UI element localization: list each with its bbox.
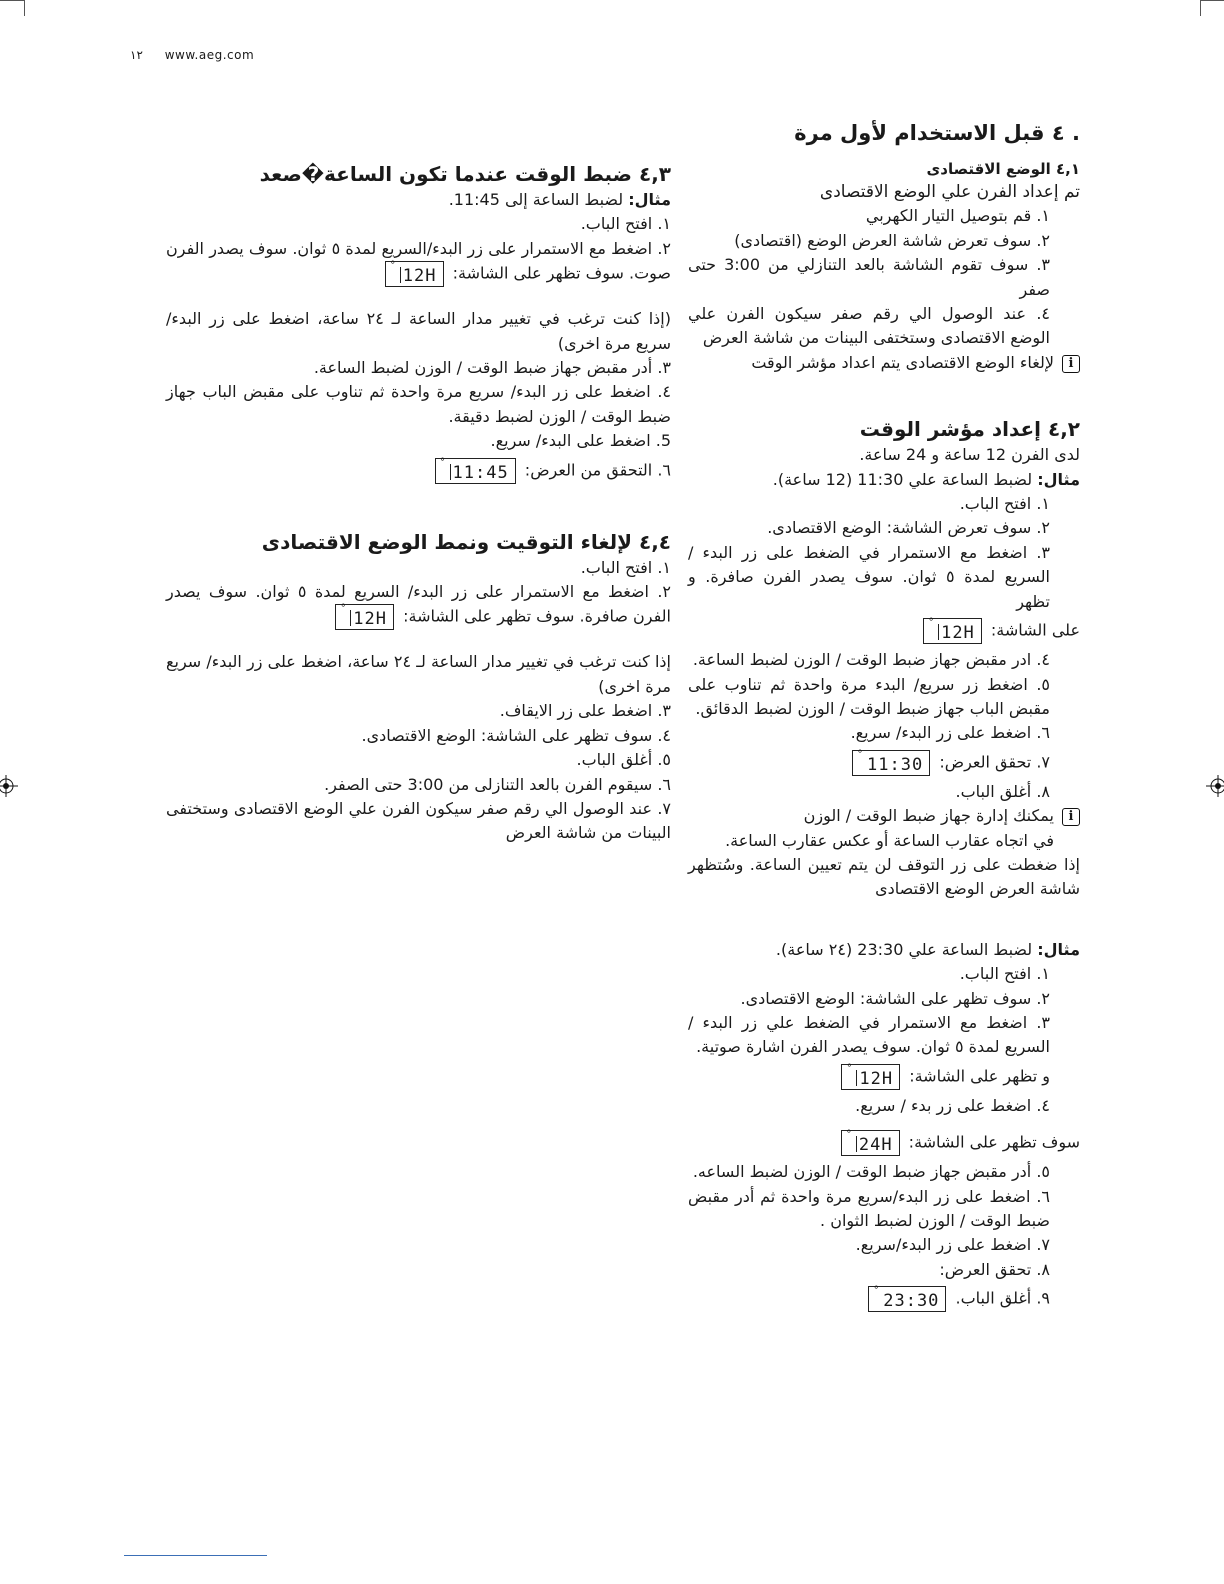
list-item: ٤. اضغط على زر البدء/ سريع مرة واحدة ثم تناوب على مقبض الباب جهاز ضبط الوقت / الوزن لضبط دقيقة. — [166, 382, 671, 426]
list-item: ٢. سوف تعرض الشاشة: الوضع الاقتصادى. — [767, 518, 1050, 538]
list-item: ٤. ادر مقبض جهاز ضبط الوقت / الوزن لضبط الساعة. — [692, 650, 1050, 670]
section-intro: تم إعداد الفرن علي الوضع الاقتصادى — [819, 182, 1080, 202]
list-item: ١. افتح الباب. — [580, 214, 671, 234]
list-item: ٣. اضغط مع الاستمرار في الضغط على زر البدء / السريع لمدة ٥ ثوان. سوف يصدر الفرن صافرة. و تظهر — [688, 542, 1051, 611]
list-item: ٧. اضغط على زر البدء/سريع. — [855, 1235, 1050, 1255]
lcd-value: 23:30 — [883, 1291, 940, 1312]
example-line — [688, 468, 1080, 492]
example-line — [166, 188, 671, 212]
list-item: ٢. سوف تعرض شاشة العرض الوضع (اقتصادى) — [734, 230, 1050, 250]
list-item: ٥. أغلق الباب. — [576, 750, 671, 770]
example-label: مثال: — [1037, 939, 1080, 959]
crop-mark — [0, 0, 24, 1]
example-text: لضبط الساعة إلى 11:45. — [448, 190, 629, 209]
section-heading-4-3: ٤,٣ ضبط الوقت عندما تكون الساعة�صعد — [259, 162, 671, 186]
list-item: ٥. أدر مقبض جهاز ضبط الوقت / الوزن لضبط الساعه. — [692, 1162, 1050, 1182]
display-line — [166, 458, 671, 484]
list-item: ٣. سوف تقوم الشاشة بالعد التنازلي من 3:00 حتى صفر — [688, 255, 1050, 299]
example-line — [688, 938, 1080, 962]
lcd-value: 12H — [353, 609, 388, 630]
list-item: ١. افتح الباب. — [959, 964, 1050, 984]
page-header — [130, 48, 254, 62]
lcd-display — [852, 750, 930, 776]
list-item: ١. افتح الباب. — [959, 494, 1050, 514]
note-text: يمكنك إدارة جهاز ضبط الوقت / الوزن — [803, 806, 1054, 826]
section-heading-4-4: ٤,٤ لإلغاء التوقيت ونمط الوضع الاقتصادى — [261, 529, 671, 554]
lcd-value: 12H — [402, 266, 437, 287]
display-label: ٦. التحقق من العرض: — [524, 460, 671, 480]
lcd-display — [435, 458, 516, 484]
site-url: www.aeg.com — [164, 48, 255, 62]
crop-mark — [1200, 0, 1201, 16]
list-item: ٤. سوف تظهر على الشاشة: الوضع الاقتصادى. — [361, 725, 671, 745]
section-heading-4-2: ٤,٢ إعداد مؤشر الوقت — [859, 417, 1080, 442]
list-item: ٨. أغلق الباب. — [955, 781, 1050, 801]
info-note — [688, 804, 1080, 853]
lcd-value: 12H — [859, 1068, 894, 1089]
list-item: ٩. أغلق الباب. — [955, 1288, 1050, 1308]
paragraph: لدى الفرن 12 ساعة و 24 ساعة. — [859, 445, 1080, 465]
lcd-value: 11:45 — [452, 462, 509, 483]
list-item: 5. اضغط على البدء/ سريع. — [490, 431, 671, 451]
display-line — [688, 750, 1080, 776]
registration-mark-icon — [0, 773, 26, 799]
info-icon: i — [1062, 355, 1080, 373]
list-item: ٥. اضغط زر سريع/ البدء مرة واحدة ثم تناوب على مقبض الباب جهاز ضبط الوقت / الوزن لضبط الدقائق. — [688, 674, 1050, 718]
info-icon: i — [1062, 808, 1080, 826]
list-item: ٤. عند الوصول الي رقم صفر سيكون الفرن علي الوضع الاقتصادى وستختفى البينات من شاشة العرض — [688, 304, 1050, 348]
chapter-title: . ٤ قبل الاستخدام لأول مرة — [794, 121, 1080, 145]
left-column — [166, 160, 671, 846]
example-text: لضبط الساعة علي 11:30 (12 ساعة). — [772, 469, 1038, 489]
lcd-display — [923, 618, 982, 644]
lcd-value: 24H — [858, 1135, 893, 1156]
list-item: ٣. أدر مقبض جهاز ضبط الوقت / الوزن لضبط الساعة. — [313, 358, 671, 378]
list-item: ٤. اضغط على زر بدء / سريع. — [855, 1095, 1050, 1115]
note-text: في اتجاه عقارب الساعة أو عكس عقارب الساعة. — [725, 830, 1054, 850]
display-label: على الشاشة: — [990, 620, 1080, 640]
list-item: ٦. سيقوم الفرن بالعد التنازلى من 3:00 حتى الصفر. — [324, 774, 671, 794]
list-item: ١. قم بتوصيل التيار الكهربي — [865, 206, 1050, 226]
note-text: لإلغاء الوضع الاقتصادى يتم اعداد مؤشر الوقت — [751, 352, 1054, 372]
right-column — [688, 118, 1080, 1316]
info-note — [688, 351, 1080, 375]
list-item: ٢. سوف تظهر على الشاشة: الوضع الاقتصادى. — [740, 988, 1050, 1008]
display-label: ٧. تحقق العرض: — [939, 752, 1050, 772]
display-line — [688, 618, 1080, 644]
list-item: ٦. اضغط على زر البدء/ سريع. — [850, 723, 1050, 743]
section-heading-4-1: ٤,١ الوضع الاقتصادى — [926, 160, 1080, 178]
lcd-value: 11:30 — [867, 754, 924, 775]
list-item — [166, 580, 671, 630]
lcd-display — [841, 1130, 900, 1156]
display-line — [688, 1064, 1080, 1090]
example-label: مثال: — [1037, 469, 1080, 489]
lcd-display — [335, 604, 394, 630]
list-item: ٣. اضغط على زر الايقاف. — [499, 701, 671, 721]
list-item: ٧. عند الوصول الي رقم صفر سيكون الفرن علي الوضع الاقتصادى وستختفى البينات من شاشة العرض — [166, 798, 671, 843]
lcd-display — [841, 1064, 900, 1090]
display-line — [688, 1286, 1080, 1312]
display-line — [688, 1130, 1080, 1156]
registration-mark-icon — [1198, 773, 1224, 799]
list-item: ٨. تحقق العرض: — [939, 1259, 1050, 1279]
list-item — [166, 237, 671, 287]
display-label: و تظهر على الشاشة: — [909, 1066, 1050, 1086]
lcd-display — [868, 1286, 946, 1312]
paragraph: إذا كنت ترغب في تغيير مدار الساعة لـ ٢٤ ساعة، اضغط على زر البدء/ سريع مرة اخرى) — [166, 652, 671, 696]
lcd-display — [385, 261, 444, 287]
crop-mark — [1200, 0, 1224, 1]
example-text: لضبط الساعة علي 23:30 (٢٤ ساعة). — [775, 939, 1038, 959]
list-item: ٣. اضغط مع الاستمرار في الضغط علي زر البدء / السريع لمدة ٥ ثوان. سوف يصدر الفرن اشارة صوتية. — [688, 1012, 1050, 1057]
page-number: ١٢ — [130, 48, 143, 62]
paragraph: (إذا كنت ترغب في تغيير مدار الساعة لـ ٢٤ ساعة، اضغط على زر البدء/ سريع مرة اخرى) — [166, 309, 671, 353]
crop-mark — [24, 0, 25, 16]
list-item: ٦. اضغط على زر البدء/سريع مرة واحدة ثم أدر مقبض ضبط الوقت / الوزن لضبط الثوان . — [688, 1186, 1050, 1230]
footer-rule — [124, 1555, 267, 1556]
display-label: سوف تظهر على الشاشة: — [908, 1132, 1080, 1152]
example-label: مثال: — [628, 190, 671, 209]
list-item-text: ٢. اضغط مع الاستمرار على زر البدء/ السريع لمدة ٥ ثوان. سوف يصدر الفرن صافرة. سوف تظهر على الشاشة: — [166, 582, 672, 626]
list-item-text: ٢. اضغط مع الاستمرار على زر البدء/السريع لمدة ٥ ثوان. سوف يصدر الفرن صوت. سوف تظهر على الشاشة: — [166, 238, 672, 283]
paragraph: إذا ضغطت على زر التوقف لن يتم تعيين الساعة. وسُتظهر شاشة العرض الوضع الاقتصادى — [688, 854, 1080, 899]
lcd-value: 12H — [941, 623, 975, 644]
list-item: ١. افتح الباب. — [580, 557, 671, 577]
